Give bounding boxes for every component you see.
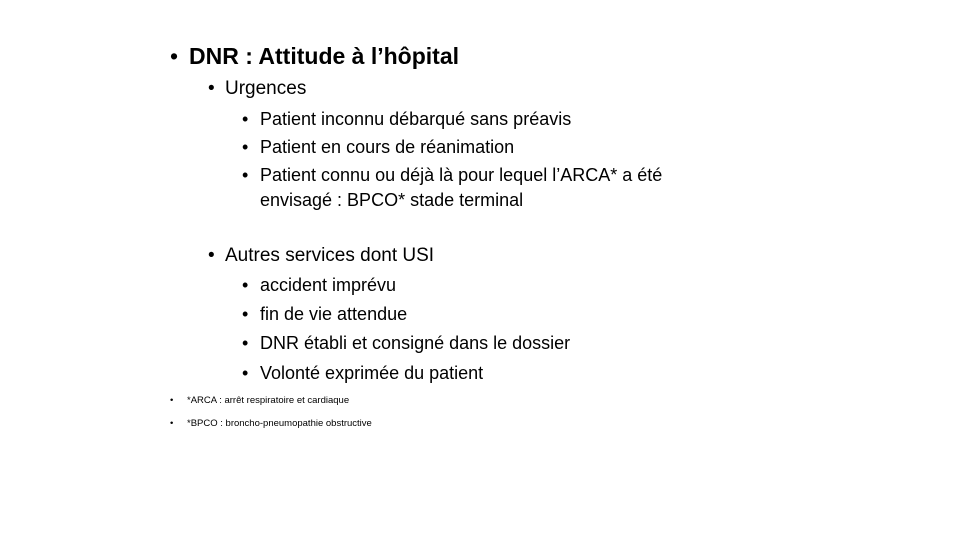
bullet-icon: • (242, 275, 249, 295)
section-title: Autres services dont USI (225, 245, 435, 266)
bullet-icon: • (242, 304, 249, 324)
list-item-text: envisagé : BPCO* stade terminal (260, 190, 524, 210)
list-item-text: Patient connu ou déjà là pour lequel l’ARCA* a été (260, 165, 663, 185)
bullet-icon: • (242, 109, 249, 129)
bullet-icon: • (242, 137, 249, 157)
bullet-icon: • (208, 245, 215, 266)
section-title: Urgences (225, 78, 307, 99)
list-item-text: accident imprévu (260, 275, 397, 295)
footnote-text: *BPCO : broncho-pneumopathie obstructive (187, 418, 372, 429)
slide-heading: DNR : Attitude à l’hôpital (189, 43, 460, 69)
bullet-icon: • (242, 165, 249, 185)
list-item-text: fin de vie attendue (260, 304, 408, 324)
bullet-icon: • (242, 363, 249, 383)
list-item-text: DNR établi et consigné dans le dossier (260, 333, 571, 353)
footnote-text: *ARCA : arrêt respiratoire et cardiaque (187, 395, 350, 406)
bullet-icon: • (170, 418, 174, 429)
list-item-text: Patient inconnu débarqué sans préavis (260, 109, 572, 129)
list-item-text: Patient en cours de réanimation (260, 137, 515, 157)
bullet-icon: • (170, 43, 179, 69)
bullet-icon: • (242, 333, 249, 353)
bullet-icon: • (170, 395, 174, 406)
bullet-icon: • (208, 78, 215, 99)
list-item-text: Volonté exprimée du patient (260, 363, 484, 383)
